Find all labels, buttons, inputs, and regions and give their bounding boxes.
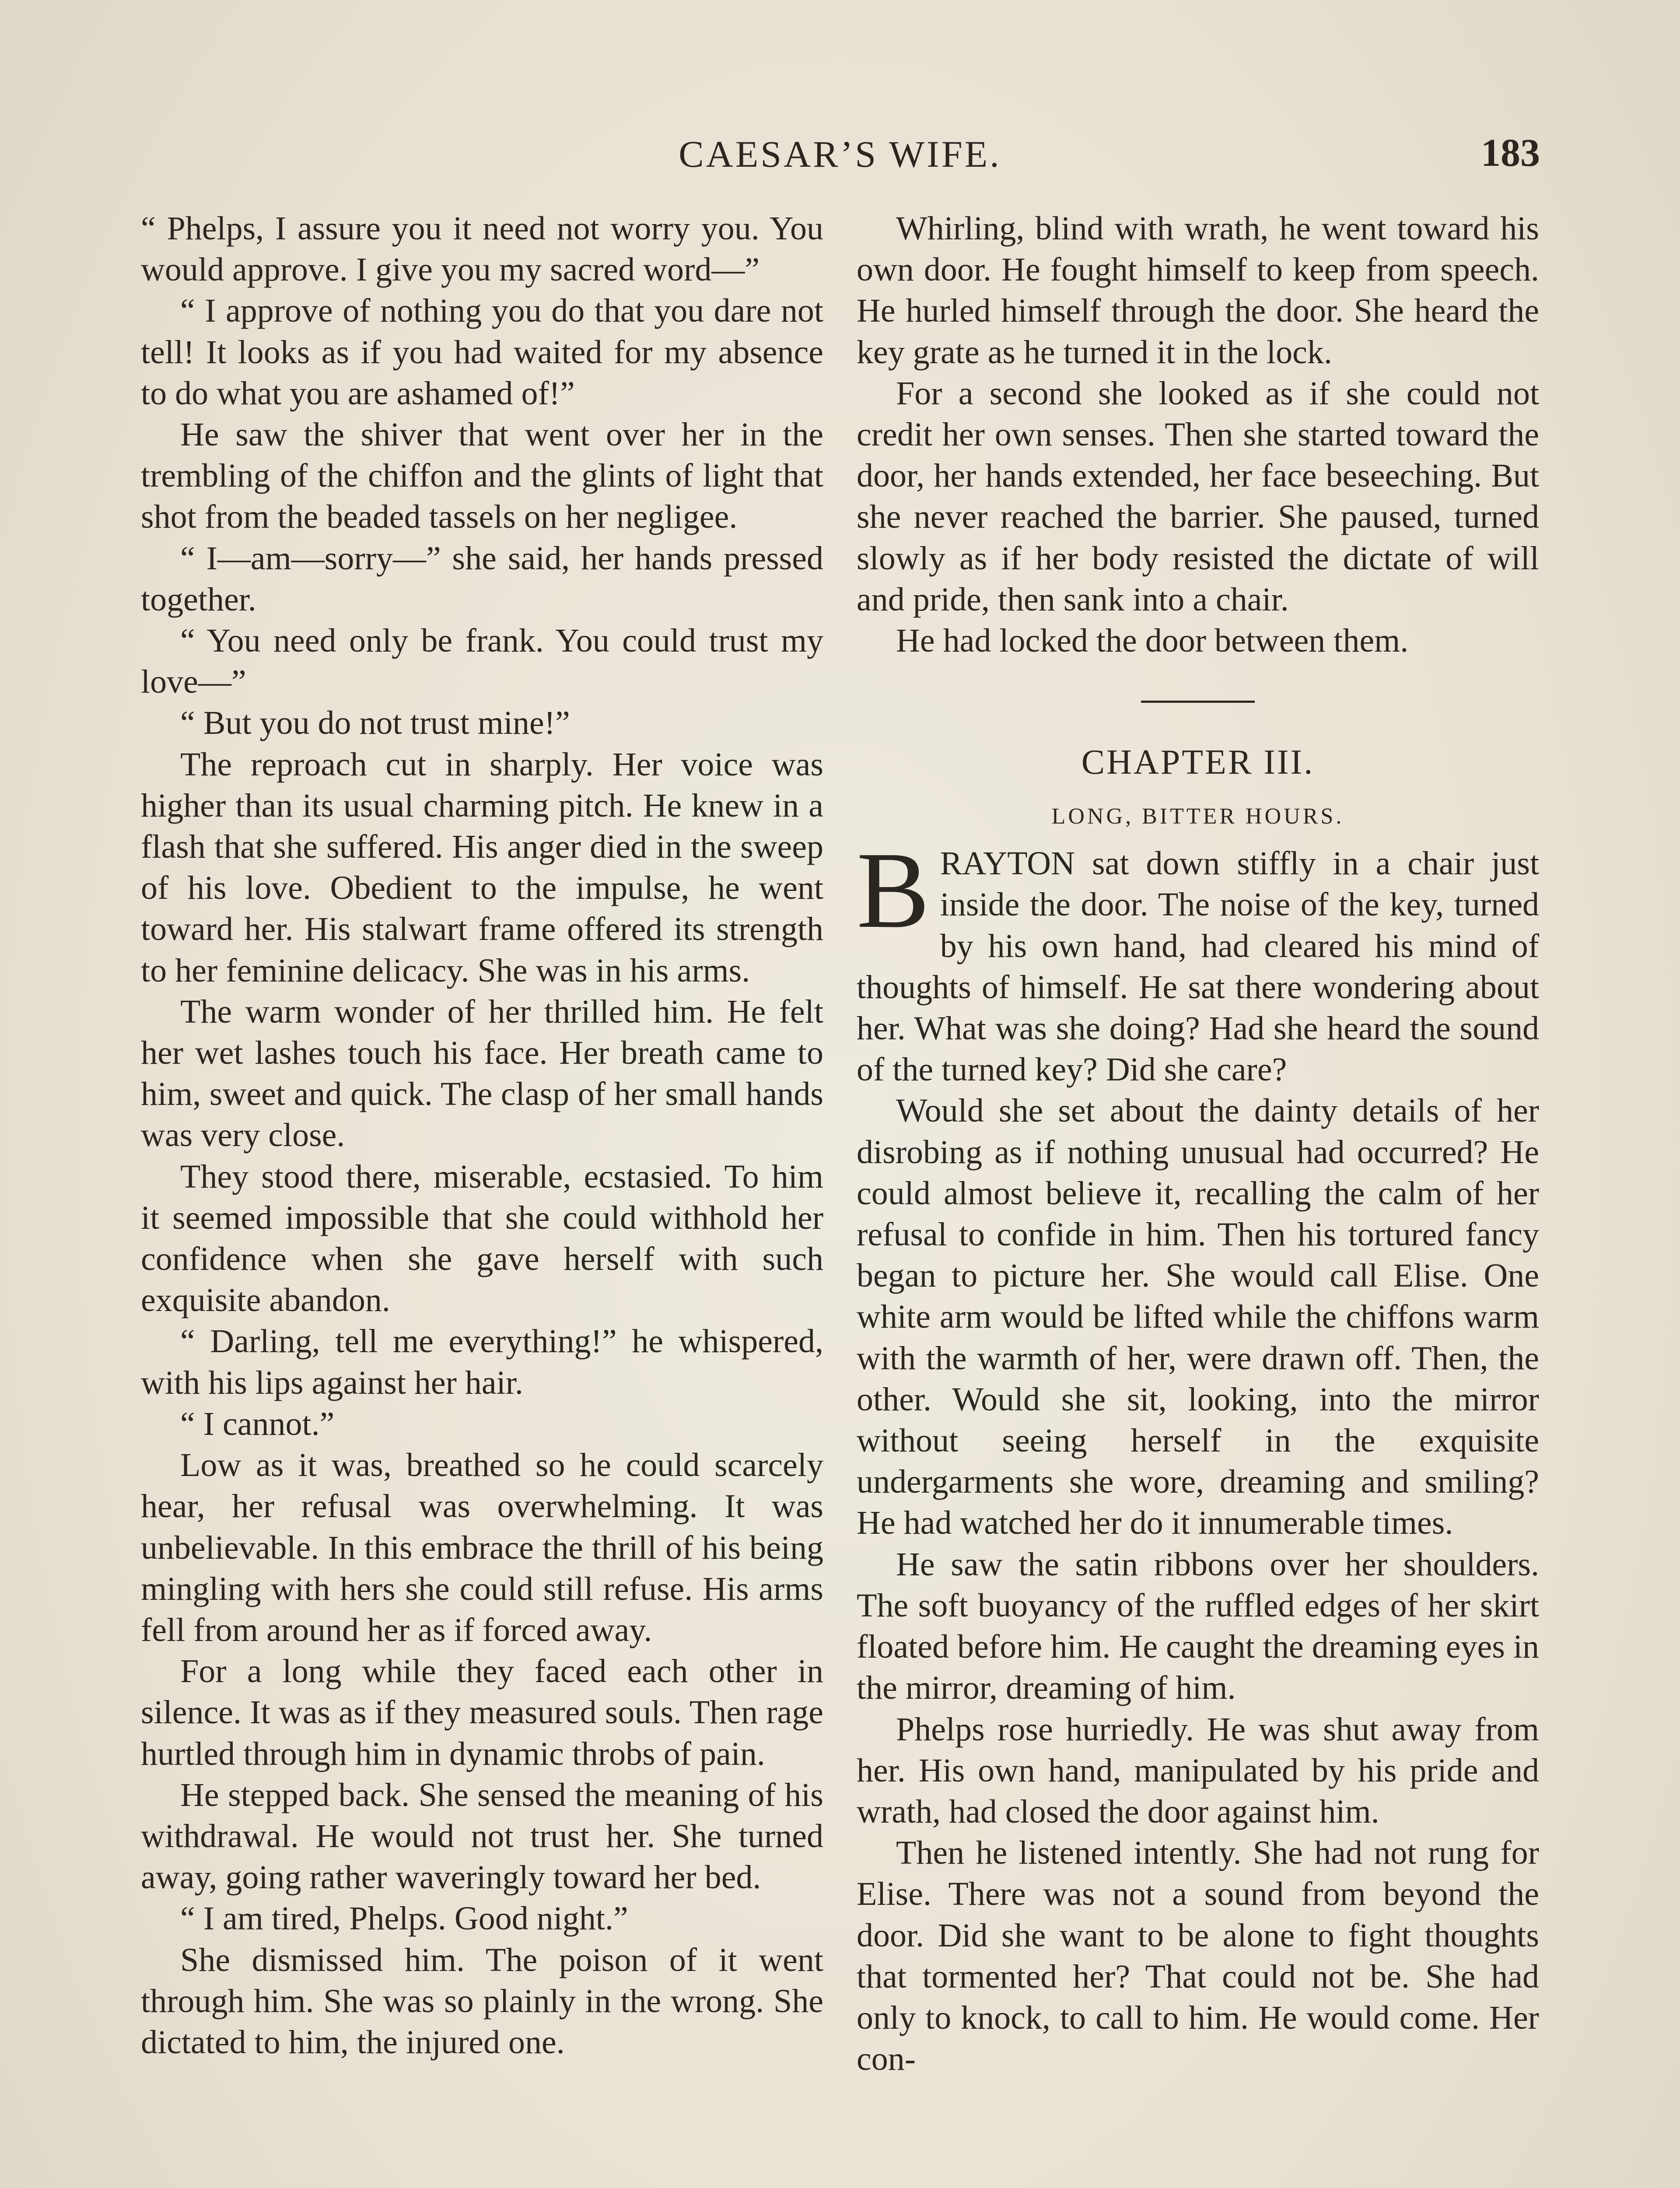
paragraph: He saw the satin ribbons over her shoulders. The soft buoyancy of the ruffled edges of her skirt floated before him. He caught the dreaming eyes in the mirror, dreaming of him. (857, 1546, 1539, 1707)
chapter-opening-text: RAYTON sat down stiffly in a chair just inside the door. The noise of the key, turned by his own hand, had cleared his mind of thoughts of himself. He sat there wondering about her. What was she doing? Had she heard the sound of the turned key? Did she care? (857, 845, 1539, 1088)
running-head (140, 127, 1540, 184)
paragraph: Phelps rose hurriedly. He was shut away from her. His own hand, manipulated by his pride and wrath, had closed the door against him. (857, 1711, 1539, 1830)
right-column (857, 208, 1539, 2079)
paragraph: Low as it was, breathed so he could scarcely hear, her refusal was overwhelming. It was unbelievable. In this embrace the thrill of his being mingling with hers she could still refuse. His arms fell from around her as if forced away. (141, 1447, 823, 1648)
paragraph: They stood there, miserable, ecstasied. To him it seemed impossible that she could withhold her confidence when she gave herself with such exquisite abandon. (141, 1158, 823, 1319)
chapter-subtitle: LONG, BITTER HOURS. (1051, 804, 1344, 829)
paragraph: He saw the shiver that went over her in the trembling of the chiffon and the glints of light that shot from the beaded tassels on her negligee. (141, 416, 823, 536)
drop-cap: B (857, 830, 930, 951)
left-column (141, 208, 823, 2063)
chapter-title: CHAPTER III. (1081, 743, 1315, 782)
paragraph: The warm wonder of her thrilled him. He felt her wet lashes touch his face. Her breath came to him, sweet and quick. The clasp of her small hands was very close. (141, 993, 823, 1154)
paragraph: For a second she looked as if she could not credit her own senses. Then she started toward the door, her hands extended, her face beseeching. But she never reached the barrier. She paused, turned slowly as if her body resisted the dictate of will and pride, then sank into a chair. (857, 375, 1539, 618)
paragraph: “ Darling, tell me everything!” he whispered, with his lips against her hair. (141, 1323, 823, 1401)
paragraph: “ I approve of nothing you do that you dare not tell! It looks as if you had waited for my absence to do what you are ashamed of!” (141, 292, 823, 412)
running-title: CAESAR’S WIFE. (679, 133, 1001, 175)
paragraph: Whirling, blind with wrath, he went toward his own door. He fought himself to keep from speech. He hurled himself through the door. She heard the key grate as he turned it in the lock. (857, 210, 1539, 371)
paragraph: “ You need only be frank. You could trust my love—” (141, 622, 823, 701)
paragraph: “ I—am—sorry—” she said, her hands pressed together. (141, 540, 823, 618)
paragraph: He had locked the door between them. (896, 622, 1409, 659)
paragraph: “ I cannot.” (180, 1405, 335, 1442)
paragraph: “ But you do not trust mine!” (180, 705, 570, 742)
chapter-opening-paragraph (857, 830, 1539, 1090)
paragraph: For a long while they faced each other in silence. It was as if they measured souls. Then rage hurtled through him in dynamic throbs of pain. (141, 1653, 823, 1772)
paragraph: “ I am tired, Phelps. Good night.” (180, 1900, 628, 1937)
paragraph: He stepped back. She sensed the meaning of his withdrawal. He would not trust her. She turned away, going rather waveringly toward her bed. (141, 1776, 823, 1896)
section-divider (1141, 701, 1255, 703)
paragraph: “ Phelps, I assure you it need not worry you. You would approve. I give you my sacred word—” (141, 210, 823, 288)
paragraph: She dismissed him. The poison of it went through him. She was so plainly in the wrong. She dictated to him, the injured one. (141, 1941, 823, 2061)
paragraph: Would she set about the dainty details of her disrobing as if nothing unusual had occurred? He could almost believe it, recalling the calm of her refusal to confide in him. Then his tortured fancy began to picture her. She would call Elise. One white arm would be lifted while the chiffons warm with the warmth of her, were drawn off. Then, the other. Would she sit, looking, into the mirror without seeing herself in the exquisite undergarments she wore, dreaming and smiling? He had watched her do it innumerable times. (857, 1092, 1539, 1542)
paragraph: The reproach cut in sharply. Her voice was higher than its usual charming pitch. He knew in a flash that she suffered. His anger died in the sweep of his love. Obedient to the impulse, he went toward her. His stalwart frame offered its strength to her feminine delicacy. She was in his arms. (141, 746, 823, 989)
paragraph: Then he listened intently. She had not rung for Elise. There was not a sound from beyond the door. Did she want to be alone to fight thoughts that tormented her? That could not be. She had only to knock, to call to him. He would come. Her con- (857, 1834, 1539, 2078)
page-number: 183 (1481, 131, 1540, 175)
